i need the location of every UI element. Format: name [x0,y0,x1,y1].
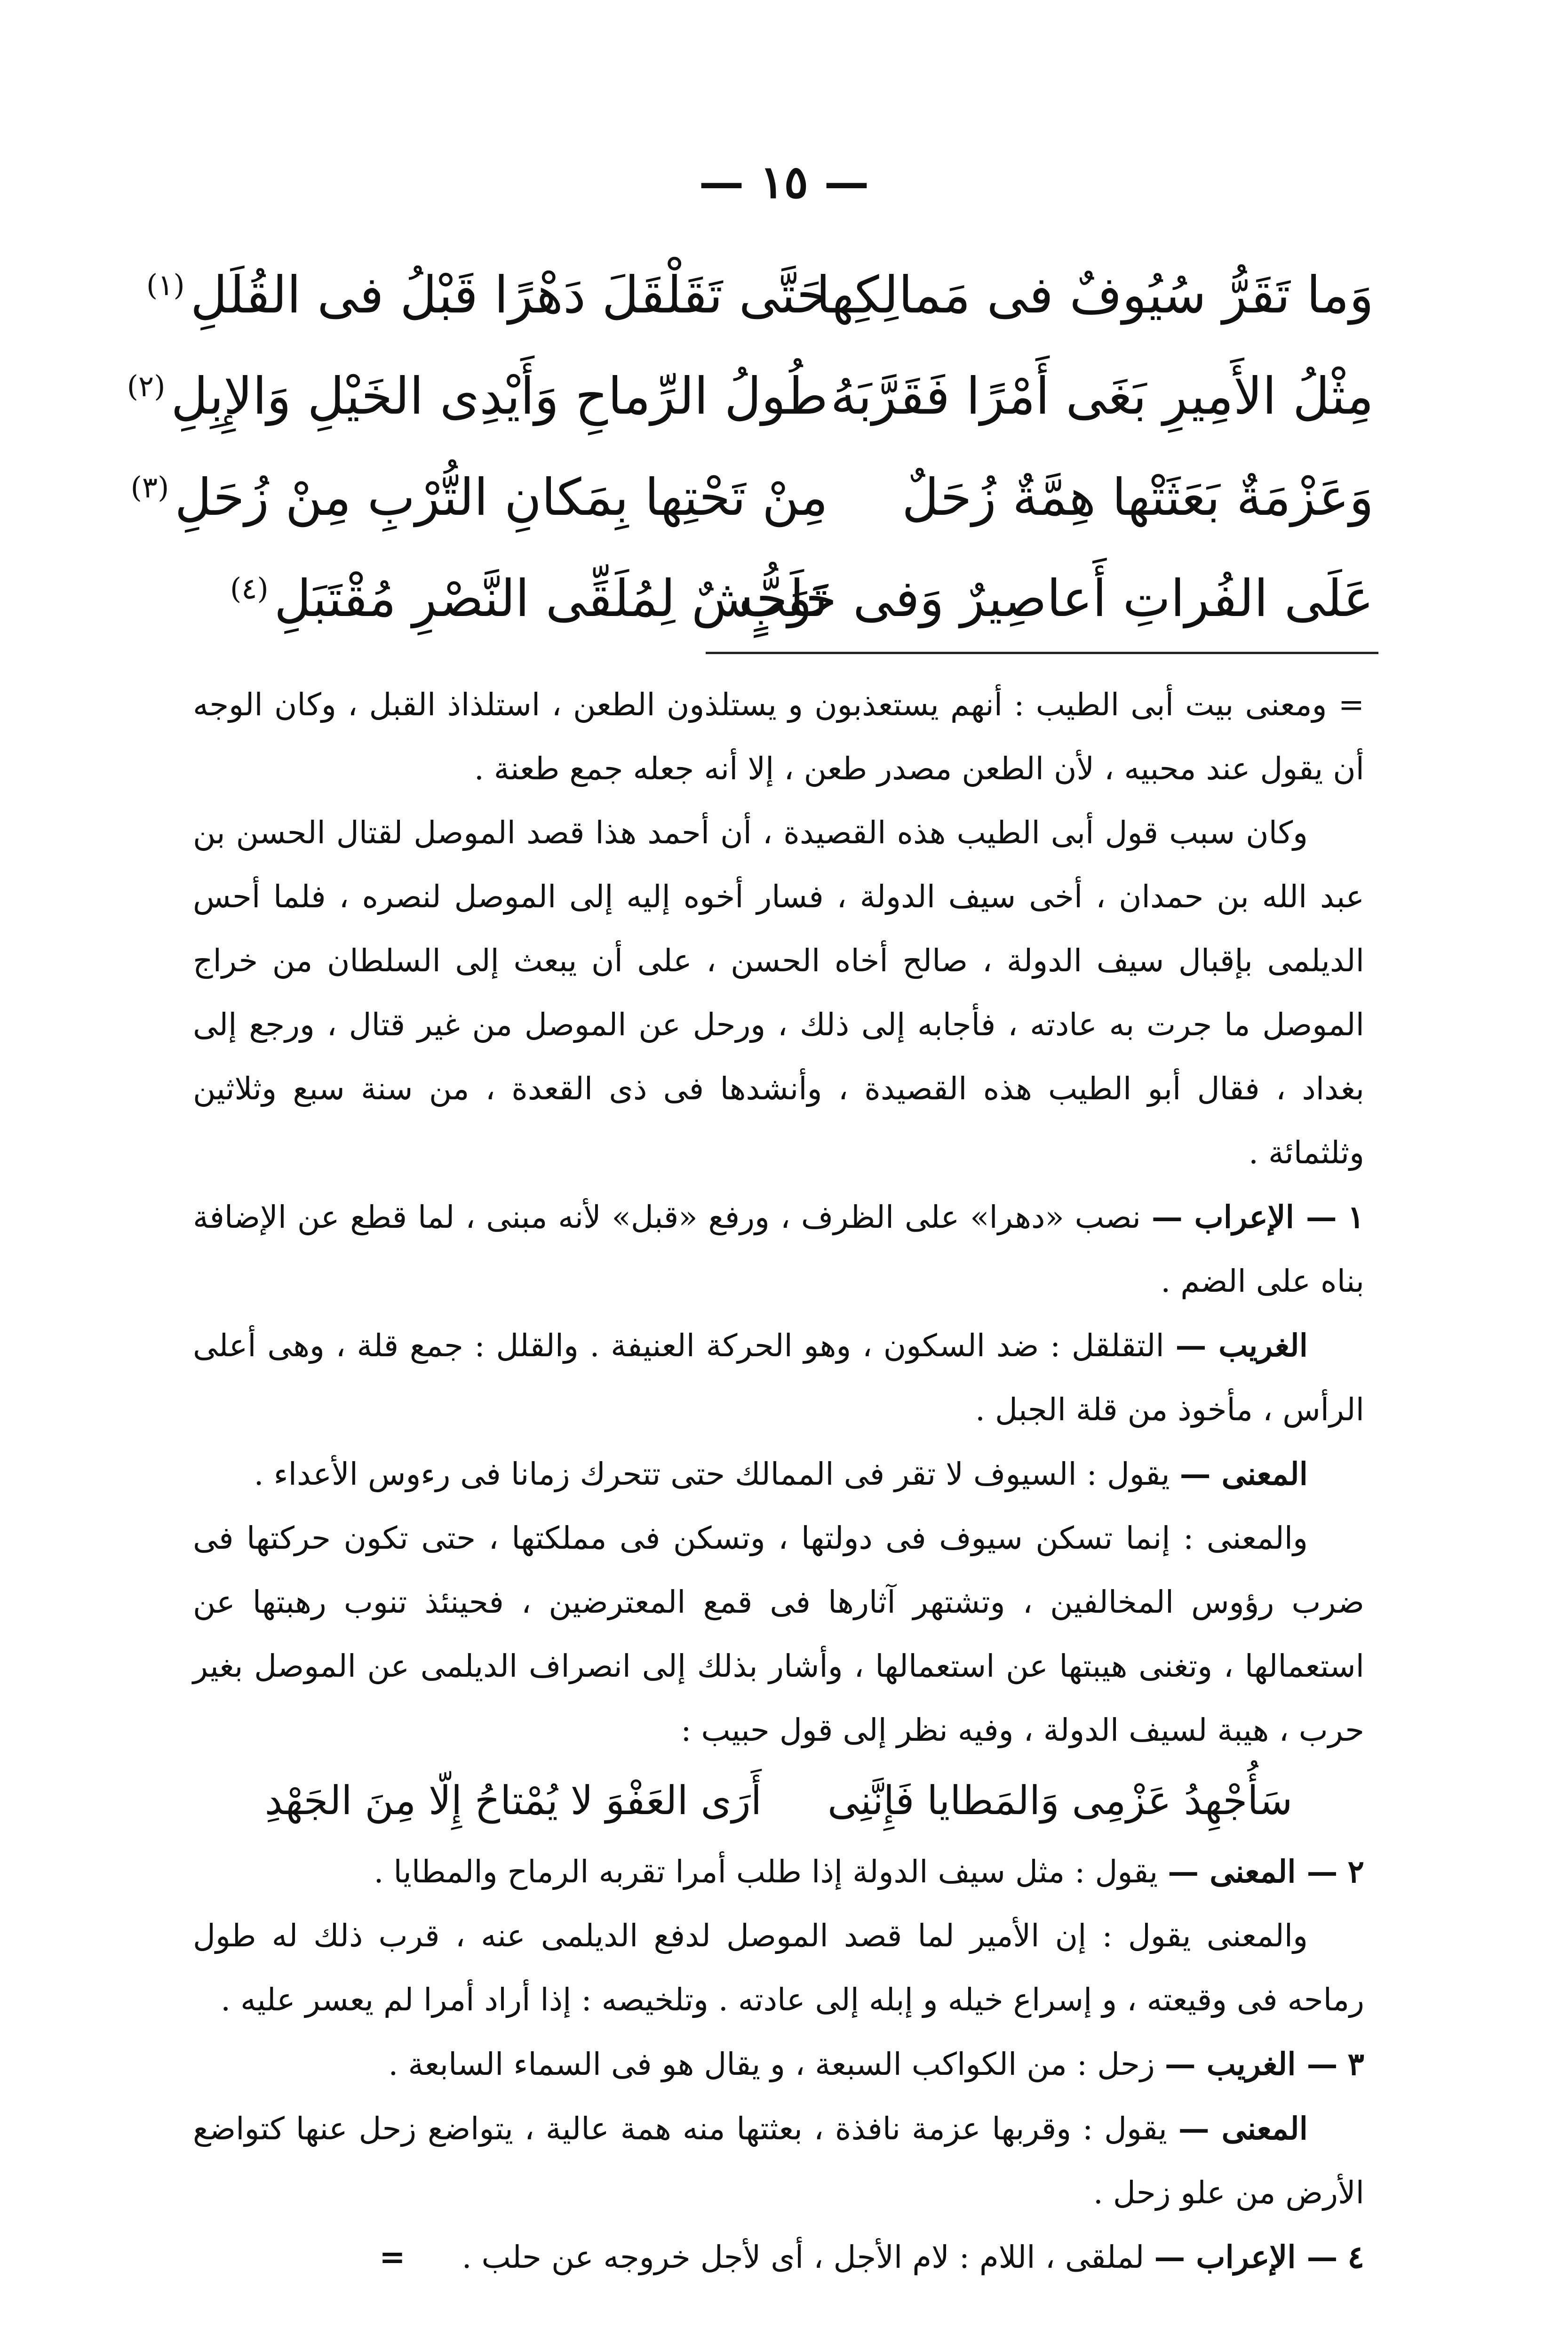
footnote-marker: (٤) [230,571,269,606]
quoted-verse-second: أَرَى العَفْوَ لا يُمْتاحُ إِلّا مِنَ الجَهْدِ [264,1777,762,1824]
verse-row [146,245,1374,346]
commentary-footnotes [193,673,1364,2289]
verse-first-hemistich: وَما تَقَرُّ سُيُوفٌ فى مَمالِكِها [816,266,1374,325]
footnote-3: ٣ — الغريب — زحل : من الكواكب السبعة ، و يقال هو فى السماء السابعة . [388,2046,1364,2082]
verse-first-hemistich: مِثْلُ الأَمِيرِ بَغَى أَمْرًا فَقَرَّبَهُ [830,367,1374,426]
footnote-2: ٢ — المعنى — يقول : مثل سيف الدولة إذا طلب أمرا تقربه الرماح والمطايا . [374,1853,1364,1890]
quoted-verse-first: سَأُجْهِدُ عَزْمِى وَالمَطايا فَإِنَّنِى [828,1777,1293,1824]
continuation-mark: = [379,2239,406,2275]
footnote-3-maana: المعنى — يقول : وقربها عزمة نافذة ، بعثتها منه همة عالية ، يتواضع زحل عنها كتواضع الأرض من علو زحل . [193,2110,1364,2211]
commentary-paragraph: وكان سبب قول أبى الطيب هذه القصيدة ، أن أحمد هذا قصد الموصل لقتال الحسن بن عبد الله بن حمدان ، أخى سيف الدولة ، فسار أخوه إليه إلى الموصل لنصره ، فلما أحس الديلمى بإقبال سيف الدولة ، صالح أخاه الحسن ، على أن يبعث إلى السلطان من خراج الموصل ما جرت به عادته ، فأجابه إلى ذلك ، ورحل عن الموصل من غير قتال ، ورجع إلى بغداد ، فقال أبو الطيب هذه القصيدة ، وأنشدها فى ذى القعدة ، من سنة سبع وثلاثين وثلثمائة . [193,815,1364,1171]
verse-second-hemistich: طُولُ الرِّماحِ وَأَيْدِى الخَيْلِ وَالإِبِلِ$^{(٢)}$ [127,367,828,426]
verse-row [130,447,1374,548]
verse-row [179,548,1374,649]
quoted-verse [193,1765,1364,1836]
verse-second-hemistich: مِنْ تَحْتِها بِمَكانِ التُّرْبِ مِنْ زُحَلِ$^{(٣)}$ [130,468,828,527]
footnote-1-maana: المعنى — يقول : السيوف لا تقر فى الممالك حتى تتحرك زمانا فى رءوس الأعداء . [254,1456,1308,1492]
footnote-2-explanation: والمعنى يقول : إن الأمير لما قصد الموصل لدفع الديلمى عنه ، قرب ذلك له طول رماحه فى وقيعته ، و إسراع خيله و إبله إلى عادته . وتلخيصه : إذا أراد أمرا لم يعسر عليه . [193,1918,1364,2018]
verse-row [127,346,1374,447]
verse-second-hemistich: تَوَحُّشٌ لِمُلَقِّى النَّصْرِ مُقْتَبَلِ$^{(٤)}$ [230,569,828,628]
verse-second-hemistich: حَتَّى تَقَلْقَلَ دَهْرًا قَبْلُ فى القُلَلِ$^{(١)}$ [146,266,828,325]
page-number: — ١٥ — [699,155,869,208]
footnote-marker: (١) [146,268,185,302]
verse-first-hemistich: عَلَى الفُراتِ أَعاصِيرٌ وَفى حَلَبٍ [739,569,1374,628]
poem-verses [127,245,1374,649]
footnote-1-explanation: والمعنى : إنما تسكن سيوف فى دولتها ، وتسكن فى مملكتها ، حتى تكون حركتها فى ضرب رؤوس المخالفين ، وتشتهر آثارها فى قمع المعترضين ، فحينئذ تنوب رهبتها عن استعمالها ، وتغنى هيبتها عن استعمالها ، وأشار بذلك إلى انصراف الديلمى عن الموصل بغير حرب ، هيبة لسيف الدولة ، وفيه نظر إلى قول حبيب : [193,1520,1364,1748]
footnote-1-gharib: الغريب — التقلقل : ضد السكون ، وهو الحركة العنيفة . والقلل : جمع قلة ، وهى أعلى الرأس ، مأخوذ من قلة الجبل . [193,1327,1364,1428]
footnote-1: ١ — الإعراب — نصب «دهرا» على الظرف ، ورفع «قبل» لأنه مبنى ، لما قطع عن الإضافة بناه على الضم . [193,1199,1364,1299]
footnote-4: ٤ — الإعراب — لملقى ، اللام : لام الأجل ، أى لأجل خروجه عن حلب .= [193,2225,1364,2289]
footnote-marker: (٣) [130,470,169,504]
commentary-paragraph: = ومعنى بيت أبى الطيب : أنهم يستعذبون و يستلذون الطعن ، استلذاذ القبل ، وكان الوجه أن يقول عند محبيه ، لأن الطعن مصدر طعن ، إلا أنه جعله جمع طعنة . [193,687,1364,787]
verse-first-hemistich: وَعَزْمَةٌ بَعَثَتْها هِمَّةٌ زُحَلٌ [902,468,1374,527]
footnote-marker: (٢) [127,369,166,403]
footnote-divider [706,652,1378,654]
